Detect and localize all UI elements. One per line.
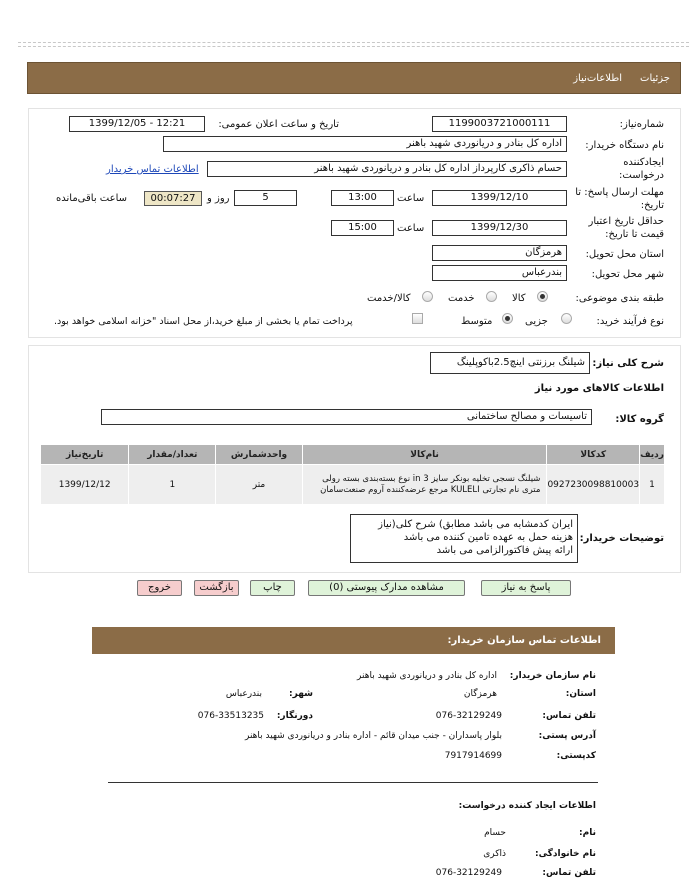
creator-family: ذاکری — [483, 849, 506, 859]
goods-table — [40, 444, 665, 505]
payment-note: پرداخت تمام یا بخشی از مبلغ خرید،از محل اسناد "خزانه اسلامی خواهد بود. — [54, 316, 353, 327]
creator-info-title: اطلاعات ایجاد کننده درخواست: — [458, 801, 596, 811]
creator-phone: 076-32129249 — [435, 868, 502, 878]
deadline-hour-label: ساعت — [397, 193, 425, 204]
back-button[interactable]: بازگشت — [194, 580, 239, 596]
cell-date: 1399/12/12 — [41, 465, 129, 505]
tab-need-info[interactable]: اطلاعات‌نیاز — [573, 73, 622, 84]
cell-unit: متر — [216, 465, 302, 505]
header-bar — [27, 62, 681, 94]
validity-time-field: 15:00 — [331, 220, 394, 236]
top-divider — [18, 42, 689, 43]
contact-postal-label: کدپستی: — [556, 751, 596, 761]
creator-label-2: درخواست: — [619, 170, 664, 181]
buyer-org-label: نام دستگاه خریدار: — [585, 140, 664, 151]
goods-info-title: اطلاعات کالاهای مورد نیاز — [534, 383, 664, 394]
contact-city-label: شهر: — [289, 689, 313, 699]
category-label: طبقه بندی موضوعی: — [575, 293, 664, 304]
category-option-service: خدمت — [448, 293, 475, 304]
validity-date-field: 1399/12/30 — [432, 220, 567, 236]
category-option-goods: کالا — [512, 293, 526, 304]
deadline-label-2: تاریخ: — [640, 200, 664, 211]
col-header-name: نام‌کالا — [302, 445, 547, 465]
contact-postal: 7917914699 — [444, 751, 502, 761]
process-option-medium: متوسط — [461, 316, 493, 327]
general-desc-field: شیلنگ برزنتی اینچ2.5باکوپلینگ — [430, 352, 590, 374]
contact-phone: 076-32129249 — [435, 711, 502, 721]
process-radio-medium[interactable] — [502, 313, 513, 324]
buyer-note-line-2: هزینه حمل به عهده تامین کننده می باشد — [403, 532, 573, 543]
table-header-row — [41, 445, 665, 465]
col-header-date: تاریخ‌نیاز — [41, 445, 129, 465]
category-radio-goods[interactable] — [537, 291, 548, 302]
province-label: استان محل تحویل: — [585, 249, 664, 260]
days-label: روز و — [207, 193, 230, 204]
announce-label: تاریخ و ساعت اعلان عمومی: — [218, 119, 339, 130]
category-option-both: کالا/خدمت — [367, 293, 411, 304]
process-radio-minor[interactable] — [561, 313, 572, 324]
goods-group-label: گروه کالا: — [615, 414, 664, 425]
contact-fax-label: دورنگار: — [276, 711, 313, 721]
validity-hour-label: ساعت — [397, 223, 425, 234]
exit-button[interactable]: خروج — [137, 580, 182, 596]
process-label: نوع فرآیند خرید: — [596, 316, 664, 327]
goods-group-field: تاسیسات و مصالح ساختمانی — [101, 409, 592, 425]
contact-title: اطلاعات تماس سازمان خریدار: — [447, 635, 601, 646]
buyer-note-line-1: ایران کدمشابه می باشد مطابق) شرح کلی(نیاز — [378, 519, 573, 530]
buyer-contact-link[interactable]: اطلاعات تماس خریدار — [106, 164, 199, 175]
cell-code: 0927230098810003 — [547, 465, 640, 505]
creator-field: حسام ذاکری کارپرداز اداره کل بنادر و دریانوردی شهید باهنر — [207, 161, 567, 177]
contact-province-label: استان: — [565, 689, 596, 699]
contact-divider — [108, 782, 598, 783]
remaining-label: ساعت باقی‌مانده — [56, 193, 128, 204]
creator-name: حسام — [484, 828, 506, 838]
buyer-note-line-3: ارائه پیش فاکتورالزامی می باشد — [436, 545, 573, 556]
category-radio-both[interactable] — [422, 291, 433, 302]
creator-name-label: نام: — [579, 828, 596, 838]
category-radio-service[interactable] — [486, 291, 497, 302]
tab-details[interactable]: جزئیات — [640, 73, 670, 84]
top-divider-2 — [18, 46, 689, 47]
validity-label-2: قیمت تا تاریخ: — [605, 229, 664, 240]
contact-address-label: آدرس پستی: — [538, 731, 596, 741]
city-label: شهر محل تحویل: — [591, 269, 664, 280]
buyer-notes-box — [350, 514, 578, 563]
contact-address: بلوار پاسداران - جنب میدان قائم - اداره بنادر و دریانوردی شهید باهنر — [245, 731, 502, 741]
attachments-button[interactable]: مشاهده مدارک پیوستی (0) — [308, 580, 465, 596]
table-row — [41, 465, 665, 505]
col-header-qty: تعداد/مقدار — [129, 445, 216, 465]
contact-title-bar — [92, 627, 615, 654]
contact-phone-label: تلفن تماس: — [542, 711, 596, 721]
cell-row: 1 — [640, 465, 665, 505]
province-field: هرمزگان — [432, 245, 567, 261]
print-button[interactable]: چاپ — [250, 580, 295, 596]
creator-label-1: ایجادکننده — [623, 157, 664, 168]
cell-qty: 1 — [129, 465, 216, 505]
col-header-unit: واحدشمارش — [216, 445, 302, 465]
reply-button[interactable]: پاسخ به نیاز — [481, 580, 571, 596]
days-field: 5 — [234, 190, 297, 206]
announce-field: 1399/12/05 - 12:21 — [69, 116, 205, 132]
col-header-row: ردیف — [640, 445, 665, 465]
contact-org: اداره کل بنادر و دریانوردی شهید باهنر — [357, 671, 497, 681]
need-number-field: 1199003721000111 — [432, 116, 567, 132]
deadline-label-1: مهلت ارسال پاسخ: تا — [575, 187, 664, 198]
process-option-minor: جزیی — [525, 316, 548, 327]
general-desc-label: شرح کلی نیاز: — [592, 358, 664, 369]
contact-fax: 076-33513235 — [197, 711, 264, 721]
payment-checkbox[interactable] — [412, 313, 423, 324]
deadline-date-field: 1399/12/10 — [432, 190, 567, 206]
col-header-code: کدکالا — [547, 445, 640, 465]
need-number-label: شماره‌نیاز: — [619, 119, 664, 130]
contact-org-label: نام سازمان خریدار: — [509, 671, 596, 681]
contact-city: بندرعباس — [225, 689, 262, 699]
city-field: بندرعباس — [432, 265, 567, 281]
deadline-time-field: 13:00 — [331, 190, 394, 206]
cell-name: شیلنگ نسجی تخلیه بونکر سایز 3 in نوع بسته‌بندی بسته رولی متری نام تجارتی KULELI مرجع عرضه‌کننده آروم صنعت‌سامان — [302, 465, 547, 505]
buyer-org-field: اداره کل بنادر و دریانوردی شهید باهنر — [163, 136, 567, 152]
validity-label-1: حداقل تاریخ اعتبار — [588, 216, 664, 227]
creator-phone-label: تلفن تماس: — [542, 868, 596, 878]
buyer-notes-label: توضیحات خریدار: — [579, 533, 664, 544]
contact-province: هرمزگان — [463, 689, 497, 699]
creator-family-label: نام خانوادگی: — [534, 849, 596, 859]
remaining-timer: 00:07:27 — [144, 191, 202, 206]
